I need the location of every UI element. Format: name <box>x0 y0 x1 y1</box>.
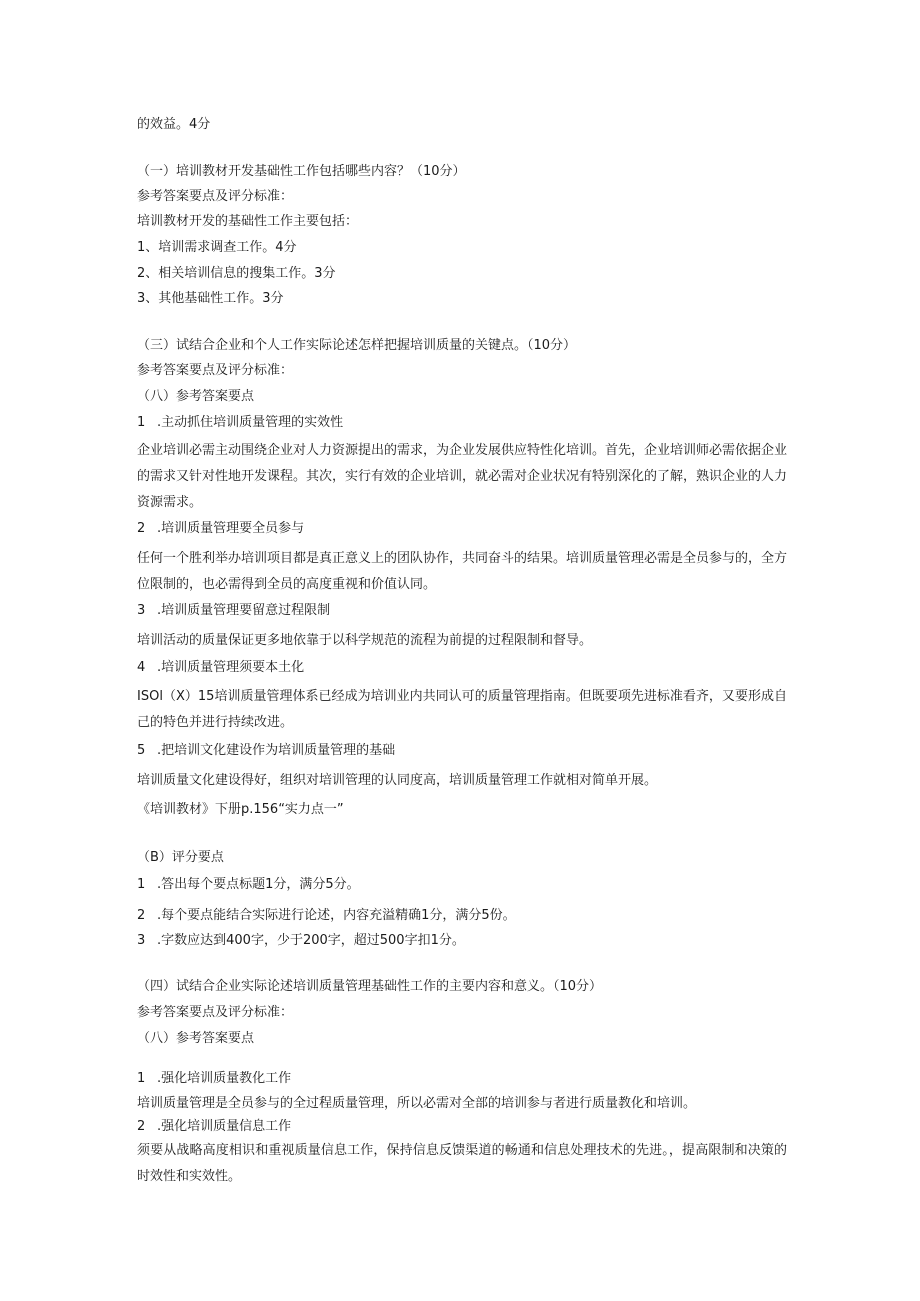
point-heading <box>137 602 330 620</box>
point-body: 培训质量管理是全员参与的全过程质量管理，所以必需对全部的培训参与者进行质量教化和培训。 <box>137 1096 697 1111</box>
point-title: .培训质量管理要全员参与 <box>157 521 305 536</box>
point-number: 2 <box>137 1119 146 1134</box>
answer-intro: 培训教材开发的基础性工作主要包括： <box>137 214 359 229</box>
question-title: （一）培训教材开发基础性工作包括哪些内容？（10分） <box>137 164 466 179</box>
list-item: 3、其他基础性工作。3分 <box>137 291 284 306</box>
point-heading <box>137 1070 291 1088</box>
point-number: 3 <box>137 603 146 618</box>
text-line: 的效益。4分 <box>137 117 211 132</box>
list-item <box>137 876 360 894</box>
point-heading <box>137 659 304 677</box>
point-title: .把培训文化建设作为培训质量管理的基础 <box>157 743 396 758</box>
point-title: .强化培训质量教化工作 <box>157 1071 292 1086</box>
point-number: 2 <box>137 521 146 536</box>
question-title: （四）试结合企业实际论述培训质量管理基础性工作的主要内容和意义。（10分） <box>137 979 603 994</box>
list-item: 2、相关培训信息的搜集工作。3分 <box>137 266 336 281</box>
item-text: .字数应达到400字，少于200字，超过500字扣1分。 <box>157 933 465 948</box>
point-title: .培训质量管理要留意过程限制 <box>157 603 331 618</box>
item-number: 3 <box>137 933 146 948</box>
point-title: .主动抓住培训质量管理的实效性 <box>157 415 344 430</box>
point-body: 任何一个胜利举办培训项目都是真正意义上的团队协作，共同奋斗的结果。培训质量管理必需是全员参与的，全方位限制的，也必需得到全员的高度重视和价值认同。 <box>137 551 788 592</box>
point-title: .培训质量管理须要本土化 <box>157 660 305 675</box>
point-heading <box>137 1118 291 1136</box>
section-heading: （B）评分要点 <box>137 850 224 865</box>
item-text: .答出每个要点标题1分，满分5分。 <box>157 877 360 892</box>
question-title: （三）试结合企业和个人工作实际论述怎样把握培训质量的关键点。（10分） <box>137 338 577 353</box>
point-body: 须要从战略高度相识和重视质量信息工作，保持信息反馈渠道的畅通和信息处理技术的先进。，提高限制和决策的时效性和实效性。 <box>137 1143 787 1184</box>
item-number: 2 <box>137 908 146 923</box>
point-number: 4 <box>137 660 146 675</box>
point-body: 企业培训必需主动围绕企业对人力资源提出的需求，为企业发展供应特性化培训。首先，企业培训师必需依据企业的需求又针对性地开发课程。其次，实行有效的企业培训，就必需对企业状况有特别深化的了解，熟识企业的人力资源需求。 <box>137 443 788 510</box>
answer-reference-label: 参考答案要点及评分标准： <box>137 1005 294 1020</box>
point-body: 培训活动的质量保证更多地依靠于以科学规范的流程为前提的过程限制和督导。 <box>137 633 593 648</box>
point-heading <box>137 520 304 538</box>
list-item <box>137 907 516 925</box>
point-number: 1 <box>137 415 146 430</box>
point-title: .强化培训质量信息工作 <box>157 1119 292 1134</box>
list-item <box>137 932 465 950</box>
section-heading: （八）参考答案要点 <box>137 1031 255 1046</box>
answer-reference-label: 参考答案要点及评分标准： <box>137 363 294 378</box>
item-number: 1 <box>137 877 146 892</box>
point-body: 培训质量文化建设得好，组织对培训管理的认同度高，培训质量管理工作就相对简单开展。 <box>137 773 658 788</box>
point-number: 1 <box>137 1071 146 1086</box>
point-number: 5 <box>137 743 146 758</box>
answer-reference-label: 参考答案要点及评分标准： <box>137 189 294 204</box>
point-heading <box>137 414 343 432</box>
point-body: ISOl（X）15培训质量管理体系已经成为培训业内共同认可的质量管理指南。但既要项先进标准看齐，又要形成自己的特色并进行持续改进。 <box>137 689 787 730</box>
item-text: .每个要点能结合实际进行论述，内容充溢精确1分，满分5份。 <box>157 908 516 923</box>
list-item: 1、培训需求调查工作。4分 <box>137 240 297 255</box>
source-reference: 《培训教材》下册p.156“实力点一” <box>137 802 344 817</box>
point-heading <box>137 742 395 760</box>
section-heading: （八）参考答案要点 <box>137 389 255 404</box>
